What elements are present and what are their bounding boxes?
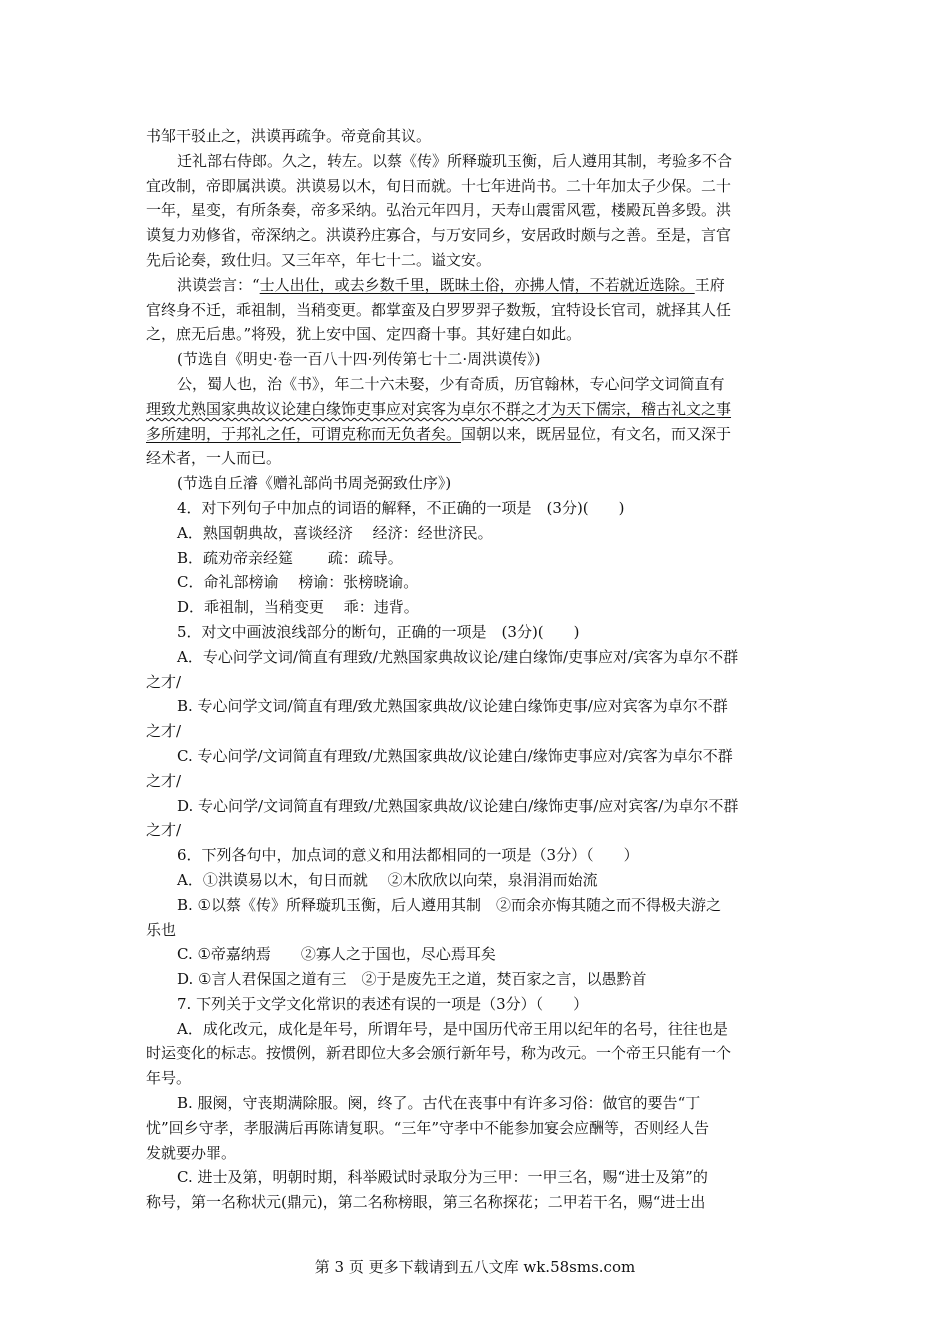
text-line: D. ①言人君保国之道有三 ②于是废先王之道，焚百家之言，以愚黔首	[177, 970, 647, 989]
text-line: D. 专心问学/文词简直有理致/尤熟国家典故/议论建白/缘饰吏事/应对宾客/为卓尔不群	[177, 796, 739, 815]
text-line: B. 专心问学文词/简直有理/致尤熟国家典故/议论建白缘饰吏事/应对宾客为卓尔不群	[177, 697, 728, 716]
text-line: C．命礼部榜谕 榜谕：张榜晓谕。	[177, 573, 419, 592]
text-line: A．①洪谟易以木，旬日而就 ②木欣欣以向荣，泉涓涓而始流	[177, 870, 598, 889]
text-line: A．专心问学文词/简直有理致/尤熟国家典故议论/建白缘饰/吏事应对/宾客为卓尔不群	[177, 647, 739, 666]
wavy-underlined-text: 理致尤熟国家典故议论建白缘饰吏事应对宾客为卓尔不群之才	[146, 399, 552, 418]
text-line: 书邹干驳止之，洪谟再疏争。帝竟俞其议。	[146, 127, 432, 145]
text-line: D．乖祖制，当稍变更 乖：违背。	[177, 598, 419, 617]
text-line: 乐也	[146, 920, 177, 939]
text-line	[146, 273, 808, 298]
text-line: 6．下列各句中，加点词的意义和用法都相同的一项是（3分）（ ）	[177, 846, 639, 865]
text-line: 先后论奏，致仕归。又三年卒，年七十二。谥文安。	[146, 250, 492, 269]
underlined-text: 士人出仕，或去乡数千里，既昧土俗，亦拂人情，不若就近选除。	[259, 275, 695, 294]
text-line: 一年，星变，有所条奏，帝多采纳。弘治元年四月，天寿山震雷风雹，楼殿瓦兽多毁。洪	[146, 201, 732, 220]
text-line: 忧”回乡守孝，孝服满后再陈请复职。“三年”守孝中不能参加宴会应酬等，否则经人告	[146, 1118, 710, 1137]
text-line: B．疏劝帝亲经筵 疏：疏导。	[177, 548, 403, 567]
text-line: C. ①帝嘉纳焉 ②寡人之于国也，尽心焉耳矣	[177, 945, 496, 964]
text-line: 经术者，一人而已。	[146, 449, 282, 468]
text-line	[146, 422, 808, 447]
text-line: 之才/	[146, 672, 182, 691]
text-line: C. 专心问学/文词简直有理致/尤熟国家典故/议论建白/缘饰吏事应对/宾客为卓尔不群	[177, 746, 733, 765]
text-line: 官终身不迁，乖祖制，当稍变更。都掌蛮及白罗罗羿子数叛，宜特设长官司，就择其人任	[146, 300, 732, 319]
text-line: (节选自丘濬《赠礼部尚书周尧弼致仕序》)	[177, 474, 452, 493]
text-line: 年号。	[146, 1069, 192, 1088]
text-line	[146, 397, 808, 422]
text-line: 迁礼部右侍郎。久之，转左。以蔡《传》所释璇玑玉衡，后人遵用其制，考验多不合	[177, 151, 733, 170]
text-line: (节选自《明史·卷一百八十四·列传第七十二·周洪谟传》)	[177, 350, 541, 369]
underlined-text: 多所建明，于邦礼之任，可谓克称而无负者矣。	[146, 424, 462, 443]
text-line: 之才/	[146, 821, 182, 840]
page-footer: 第 3 页 更多下载请到五八文库 wk.58sms.com	[314, 1258, 636, 1276]
text-segment: 王府	[694, 275, 725, 294]
text-line: C. 进士及第，明朝时期，科举殿试时录取分为三甲：一甲三名，赐“进士及第”的	[177, 1168, 708, 1187]
text-line: 之，庶无后患。”将殁，犹上安中国、定四裔十事。其好建白如此。	[146, 325, 582, 344]
text-line: 称号，第一名称状元(鼎元)，第二名称榜眼，第三名称探花；二甲若干名，赐“进士出	[146, 1193, 706, 1212]
text-line: 之才/	[146, 722, 182, 741]
text-line: 5．对文中画波浪线部分的断句，正确的一项是 (3分)( )	[177, 622, 580, 641]
text-line: 时运变化的标志。按惯例，新君即位大多会颁行新年号，称为改元。一个帝王只能有一个	[146, 1044, 732, 1063]
text-line: A．熟国朝典故，喜谈经济 经济：经世济民。	[177, 523, 493, 542]
text-line: 发就要办罪。	[146, 1143, 237, 1162]
underlined-text: 为天下儒宗，稽古礼文之事	[551, 399, 732, 418]
text-segment: 国朝以来，既居显位，有文名，而又深于	[461, 424, 732, 443]
text-line: 4．对下列句子中加点的词语的解释，不正确的一项是 (3分)( )	[177, 498, 625, 517]
text-line: B. ①以蔡《传》所释璇玑玉衡，后人遵用其制 ②而余亦悔其随之而不得极夫游之	[177, 895, 722, 914]
text-segment: 洪谟尝言：“	[177, 275, 260, 294]
text-line: 7. 下列关于文学文化常识的表述有误的一项是（3分）（ ）	[177, 994, 589, 1013]
text-line: 宜改制，帝即属洪谟。洪谟易以木，旬日而就。十七年进尚书。二十年加太子少保。二十	[146, 176, 732, 195]
text-line: 公，蜀人也，治《书》，年二十六未娶，少有奇质，历官翰林，专心问学文词简直有	[177, 374, 725, 393]
document-body	[146, 124, 808, 1215]
text-line: 之才/	[146, 771, 182, 790]
text-line: B. 服阕，守丧期满除服。阕，终了。古代在丧事中有许多习俗：做官的要告“丁	[177, 1094, 701, 1113]
text-line: 谟复力劝修省，帝深纳之。洪谟矜庄寡合，与万安同乡，安居政时颇与之善。至是，言官	[146, 226, 732, 245]
text-line: A．成化改元，成化是年号，所谓年号，是中国历代帝王用以纪年的名号，往往也是	[177, 1019, 728, 1038]
